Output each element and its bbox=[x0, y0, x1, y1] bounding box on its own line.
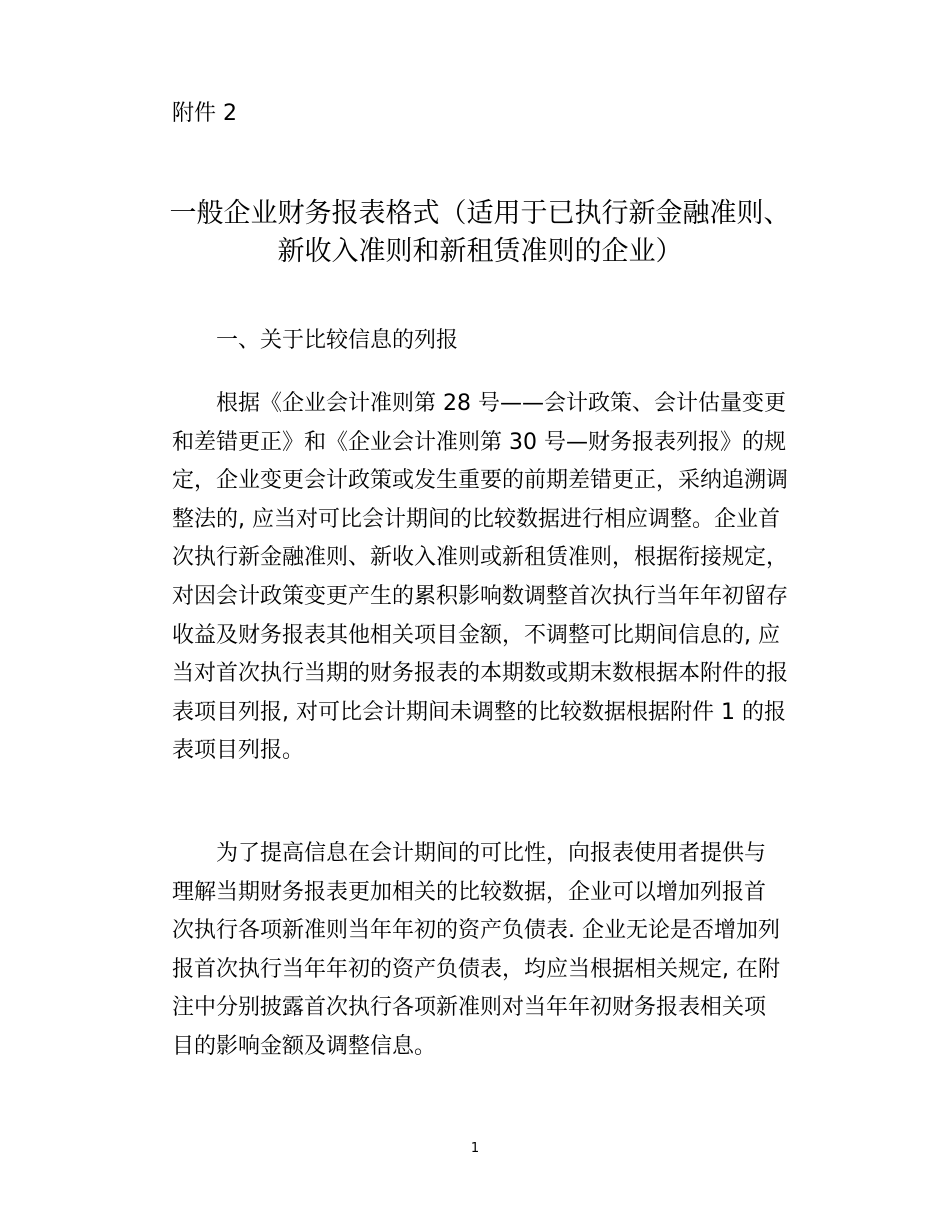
page-number: 1 bbox=[470, 1141, 480, 1156]
attachment-label: 附件 2 bbox=[172, 101, 237, 126]
paragraph-line: 注中分别披露首次执行各项新准则对当年年初财务报表相关项 bbox=[172, 995, 767, 1021]
paragraph-line: 和差错更正》和《企业会计准则第 30 号—财务报表列报》的规 bbox=[172, 429, 786, 455]
paragraph-line: 理解当期财务报表更加相关的比较数据，企业可以增加列报首 bbox=[172, 879, 767, 905]
paragraph-line: 根据《企业会计准则第 28 号——会计政策、会计估量变更 bbox=[216, 391, 786, 416]
paragraph-line: 为了提高信息在会计期间的可比性，向报表使用者提供与 bbox=[216, 841, 767, 866]
title-line: 一般企业财务报表格式（适用于已执行新金融准则、 bbox=[169, 198, 791, 229]
paragraph-line: 目的影响金额及调整信息。 bbox=[172, 1033, 437, 1059]
paragraph-line: 次执行各项新准则当年年初的资产负债表. 企业无论是否增加列 bbox=[172, 918, 780, 944]
paragraph-line: 当对首次执行当期的财务报表的本期数或期末数根据本附件的报 bbox=[172, 661, 789, 687]
paragraph-line: 定，企业变更会计政策或发生重要的前期差错更正，采纳追溯调 bbox=[172, 468, 789, 494]
paragraph-line: 报首次执行当年年初的资产负债表，均应当根据相关规定, 在附 bbox=[172, 956, 780, 982]
section-heading: 一、关于比较信息的列报 bbox=[216, 328, 459, 353]
title-line: 新收入准则和新租赁准则的企业） bbox=[277, 236, 683, 267]
paragraph-line: 对因会计政策变更产生的累积影响数调整首次执行当年年初留存 bbox=[172, 583, 789, 609]
paragraph-line: 收益及财务报表其他相关项目金额，不调整可比期间信息的, 应 bbox=[172, 622, 780, 648]
paragraph-line: 表项目列报。 bbox=[172, 738, 305, 764]
paragraph-comparability bbox=[172, 835, 792, 1067]
paragraph-line: 次执行新金融准则、新收入准则或新租赁准则，根据衔接规定， bbox=[172, 545, 789, 571]
paragraph-line: 表项目列报, 对可比会计期间未调整的比较数据根据附件 1 的报 bbox=[172, 699, 786, 725]
paragraph-line: 整法的, 应当对可比会计期间的比较数据进行相应调整。企业首 bbox=[172, 506, 780, 532]
document-title bbox=[150, 195, 810, 271]
paragraph-comparative-info bbox=[172, 385, 792, 771]
